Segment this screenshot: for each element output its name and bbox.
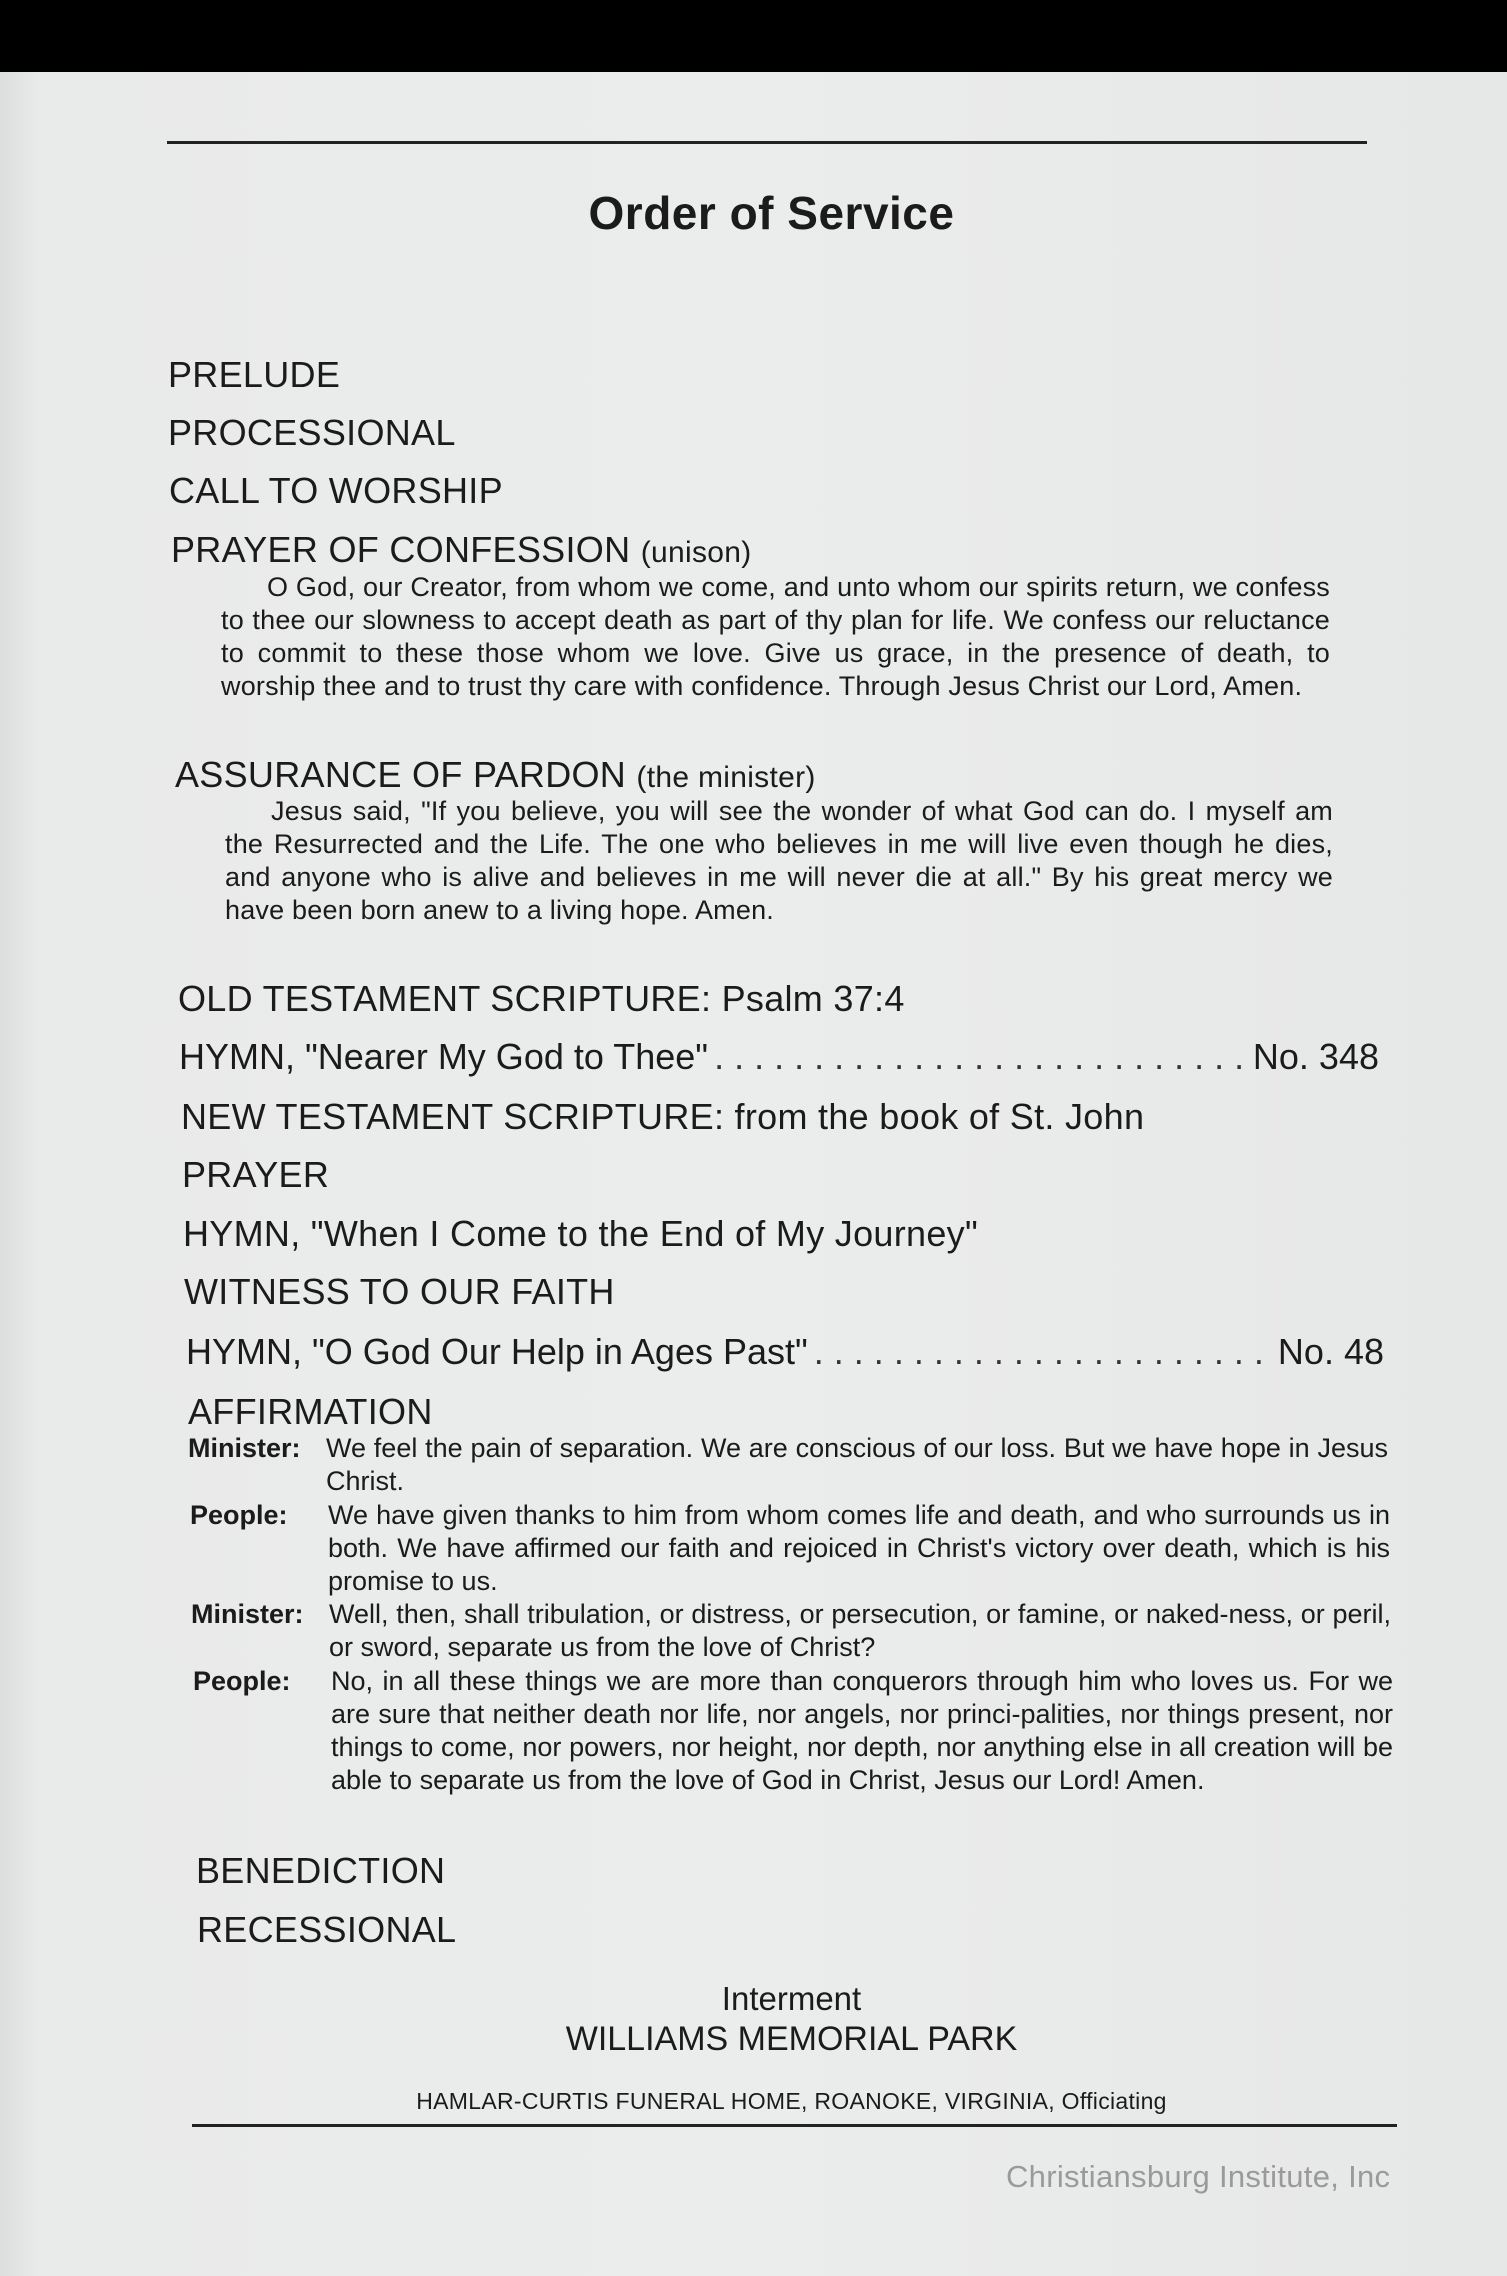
response-text: No, in all these things we are more than conquerors through him who loves us. For we are sure that neither death nor life, nor angels, nor princi-palities, nor things present, nor things to come, nor powers, nor height, nor depth, nor anything else in all creation will be able to separate us from the love of God in Christ, Jesus our Lord! Amen. xyxy=(331,1666,1393,1795)
prayer: PRAYER xyxy=(182,1154,330,1195)
recessional: RECESSIONAL xyxy=(197,1909,457,1950)
hymn-2: HYMN, "When I Come to the End of My Journey" xyxy=(183,1213,979,1254)
speaker-label: Minister: xyxy=(191,1599,304,1629)
interment-label: Interment xyxy=(721,1980,862,2017)
leader-dots xyxy=(814,1331,1272,1373)
top-rule xyxy=(167,141,1367,144)
call-to-worship: CALL TO WORSHIP xyxy=(169,470,503,511)
affirmation-row xyxy=(193,1665,1393,1797)
nt-scripture: NEW TESTAMENT SCRIPTURE: from the book of St. John xyxy=(181,1096,1145,1137)
speaker-label: People: xyxy=(193,1666,291,1696)
funeral-home: HAMLAR-CURTIS FUNERAL HOME, ROANOKE, VIRGINIA, Officiating xyxy=(416,2088,1167,2114)
confession-note: (unison) xyxy=(640,536,752,569)
pardon-note: (the minister) xyxy=(636,761,816,794)
watermark: Christiansburg Institute, Inc xyxy=(1006,2159,1391,2194)
affirmation-row xyxy=(191,1598,1391,1664)
hymn-3-number: No. 48 xyxy=(1277,1331,1384,1372)
witness: WITNESS TO OUR FAITH xyxy=(184,1271,615,1312)
processional: PROCESSIONAL xyxy=(168,412,456,453)
speaker-label: People: xyxy=(190,1500,288,1530)
affirmation-heading: AFFIRMATION xyxy=(188,1391,433,1432)
hymn-3 xyxy=(186,1331,1384,1373)
hymn-1-title: HYMN, "Nearer My God to Thee" xyxy=(179,1036,709,1077)
pardon-paragraph: Jesus said, "If you believe, you will see the wonder of what God can do. I myself am the Resurrected and the Life. The one who believes in me will live even though he dies, and anyone who is alive and believes in me will never die at all." By his great mercy we have been born anew to a living hope. Amen. xyxy=(225,796,1333,925)
prelude: PRELUDE xyxy=(168,354,341,395)
hymn-1-number: No. 348 xyxy=(1252,1036,1379,1077)
bottom-rule xyxy=(192,2124,1397,2127)
memorial-park: WILLIAMS MEMORIAL PARK xyxy=(565,2020,1018,2058)
page-title: Order of Service xyxy=(588,187,955,239)
pardon-heading xyxy=(175,754,816,796)
hymn-1 xyxy=(179,1036,1379,1078)
leader-dots xyxy=(714,1036,1247,1078)
response-text: We feel the pain of separation. We are conscious of our loss. But we have hope in Jesus Christ. xyxy=(326,1433,1388,1496)
confession-paragraph: O God, our Creator, from whom we come, and unto whom our spirits return, we confess to thee our slowness to accept death as part of thy plan for life. We confess our reluctance to commit to these those whom we love. Give us grace, in the presence of death, to worship thee and to trust thy care with confidence. Through Jesus Christ our Lord, Amen. xyxy=(221,572,1330,701)
pardon-heading-text: ASSURANCE OF PARDON xyxy=(175,754,627,795)
benediction: BENEDICTION xyxy=(196,1850,446,1891)
speaker-label: Minister: xyxy=(188,1433,301,1463)
affirmation-row xyxy=(188,1432,1388,1498)
response-text: We have given thanks to him from whom comes life and death, and who surrounds us in both. We have affirmed our faith and rejoiced in Christ's victory over death, which is his promise to us. xyxy=(328,1500,1390,1596)
pardon-text xyxy=(225,795,1333,927)
confession-heading xyxy=(171,529,752,571)
confession-text xyxy=(221,571,1330,703)
hymn-3-title: HYMN, "O God Our Help in Ages Past" xyxy=(186,1331,808,1372)
ot-scripture: OLD TESTAMENT SCRIPTURE: Psalm 37:4 xyxy=(178,978,905,1019)
affirmation-row xyxy=(190,1499,1390,1598)
confession-heading-text: PRAYER OF CONFESSION xyxy=(171,529,631,570)
response-text: Well, then, shall tribulation, or distress, or persecution, or famine, or naked-ness, or peril, or sword, separate us from the love of Christ? xyxy=(329,1599,1391,1662)
